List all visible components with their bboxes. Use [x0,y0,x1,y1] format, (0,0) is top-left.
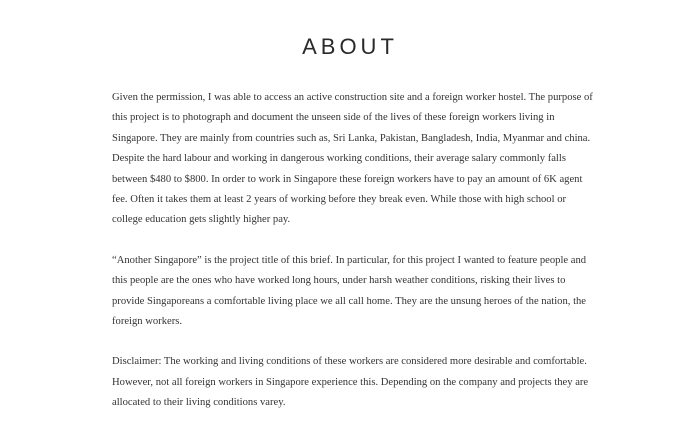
paragraph-disclaimer: Disclaimer: The working and living conditions of these workers are considered more desirable and comfortable. However, not all foreign workers in Singapore experience this. Depending on the company and projects they are allocated to their living conditions varey. [112,356,589,409]
paragraph-project-title: “Another Singapore” is the project title of this brief. In particular, for this project I wanted to feature people and this people are the ones who have worked long hours, under harsh weather conditions, risking their lives to provide Singaporeans a comfortable living place we all call home. They are the unsung heroes of the nation, the foreign workers. [112,254,587,328]
page-title: ABOUT [302,34,398,59]
about-content [112,88,597,434]
paragraph-intro: Given the permission, I was able to access an active construction site and a foreign worker hostel. The purpose of this project is to photograph and document the unseen side of the lives of these foreign workers living in Singapore. They are mainly from countries such as, Sri Lanka, Pakistan, Bangladesh, India, Myanmar and china. Despite the hard labour and working in dangerous working conditions, their average salary commonly falls between $480 to $800. In order to work in Singapore these foreign workers have to pay an amount of 6K agent fee. Often it takes them at least 2 years of working before they break even. While those with high school or college education gets slightly higher pay. [112,92,593,226]
